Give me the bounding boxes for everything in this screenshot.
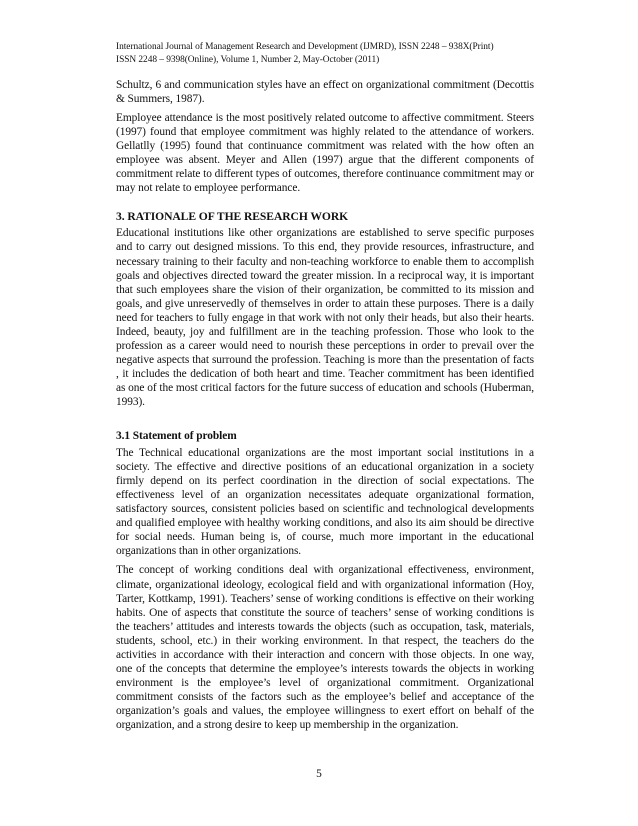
paragraph-1: Schultz, 6 and communication styles have an effect on organizational commitment (Decottis & Summers, 1987).	[116, 79, 534, 106]
body-text	[116, 78, 534, 737]
subsection-heading-3-1: 3.1 Statement of problem	[116, 430, 237, 443]
paragraph-3: Educational institutions like other organizations are established to serve specific purposes and to carry out designed missions. To this end, they provide resources, infrastructure, and necessary training to their faculty and non-teaching workforce to enable them to accomplish goals and objectives directed toward the greater mission. In a reciprocal way, it is important that such employees share the vision of their organization, be committed to its mission and goals, and give unreservedly of themselves in order to attain these purposes. There is a daily need for teachers to fully engage in that work with not only their heads, but also their hearts. Indeed, beauty, joy and fulfillment are in the teaching profession. Those who look to the profession as a career would need to nourish these perceptions in order to prevail over the negative aspects that surround the profession. Teaching is more than the presentation of facts , it includes the dedication of both heart and time. Teacher commitment has been identified as one of the most critical factors for the future success of education and schools (Huberman, 1993).	[116, 227, 534, 408]
page-number: 5	[316, 768, 322, 780]
paragraph-2: Employee attendance is the most positively related outcome to affective commitment. Steers (1997) found that employee commitment was highly related to the attendance of workers. Gellatlly (1995) found that continuance commitment was related with the how often an employee was absent. Meyer and Allen (1997) argue that the different components of commitment relate to different types of outcomes, therefore continuance commitment may or may not relate to employee performance.	[116, 112, 534, 195]
section-heading-3: 3. RATIONALE OF THE RESEARCH WORK	[116, 210, 349, 224]
paragraph-5: The concept of working conditions deal with organizational effectiveness, environment, climate, organizational ideology, ecological field and with organizational information (Hoy, Tarter, Kottkamp, 1991). Teachers’ sense of working conditions is effective on their working habits. One of aspects that constitute the source of teachers’ sense of working conditions is the teachers’ attitudes and interests towards the objects (such as occupation, task, materials, students, school, etc.) in their working environment. In that respect, the teachers do the activities in accordance with their interaction and concern with those objects. In one way, one of the concepts that determine the employee’s interests towards the objects in working environment is the employee’s level of organizational commitment. Organizational commitment consists of the factors such as the employee’s belief and acceptance of the organization’s goals and values, the employee willingness to exert effort on behalf of the organization, and a strong desire to keep up membership in the organization.	[116, 564, 534, 731]
journal-header	[116, 41, 536, 67]
header-line-2: ISSN 2248 – 9398(Online), Volume 1, Number 2, May-October (2011)	[116, 55, 380, 65]
paragraph-4: The Technical educational organizations are the most important social institutions in a society. The effective and directive positions of an educational organization in a society firmly depend on its perfect coordination in the direction of social expectations. The effectiveness level of an organization necessitates adequate organizational formation, satisfactory sources, consistent policies based on scientific and technological developments and qualified employee with healthy working conditions, and also its aim should be directive for social needs. Human being is, of course, much more important in the educational organizations than in other organizations.	[116, 447, 534, 558]
header-line-1: International Journal of Management Research and Development (IJMRD), ISSN 2248 – 938X(Print)	[116, 42, 494, 52]
